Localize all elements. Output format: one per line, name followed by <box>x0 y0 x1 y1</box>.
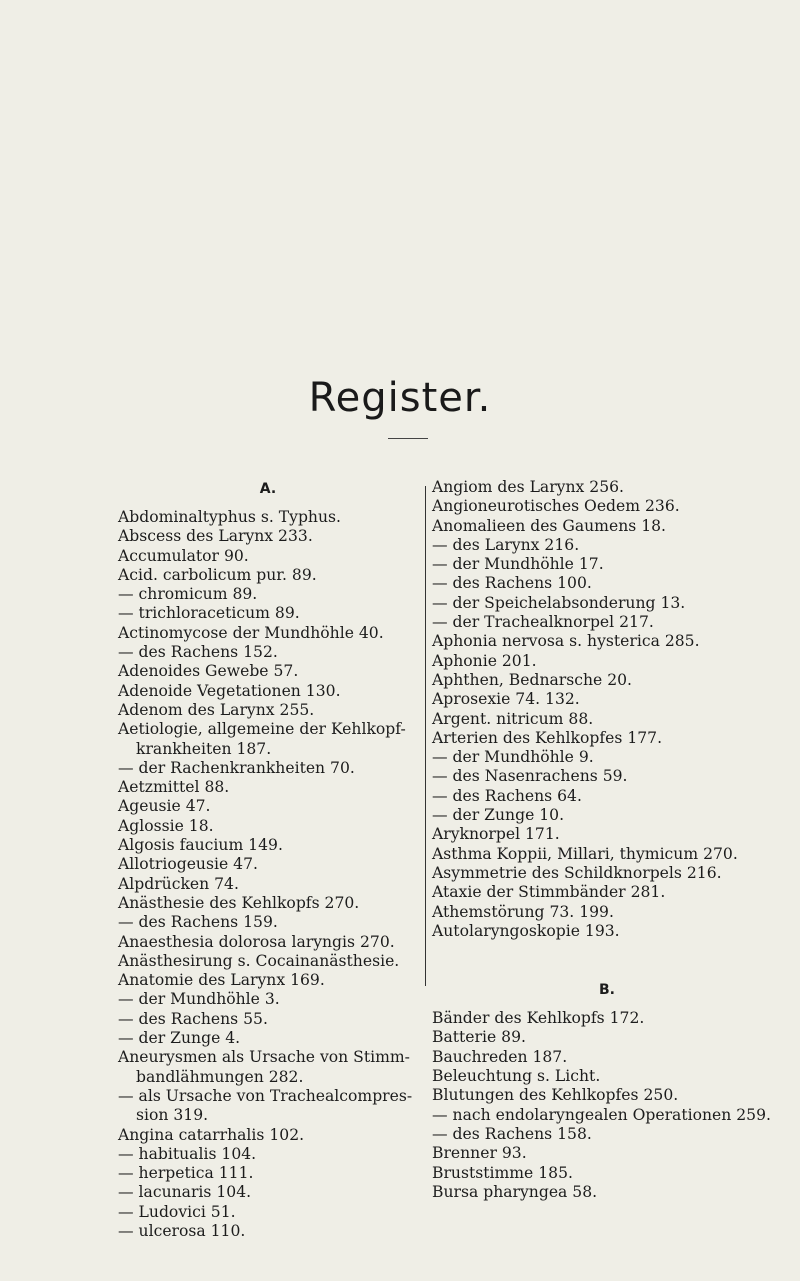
index-entry: — der Mundhöhle 17. <box>432 555 604 574</box>
index-entry: — der Mundhöhle 9. <box>432 748 594 767</box>
index-entry: Anomalieen des Gaumens 18. <box>432 516 666 535</box>
index-entry: — der Mundhöhle 3. <box>118 990 280 1009</box>
section-letter-b: B. <box>599 982 615 999</box>
index-entry: Angioneurotisches Oedem 236. <box>432 497 680 516</box>
index-entry: Aryknorpel 171. <box>432 825 560 844</box>
index-entry: Anästhesie des Kehlkopfs 270. <box>118 893 360 912</box>
index-entry: Aetiologie, allgemeine der Kehlkopf-krankheiten 187. <box>118 720 406 758</box>
index-entry: — des Rachens 158. <box>432 1124 592 1143</box>
index-entry: Argent. nitricum 88. <box>432 709 594 728</box>
index-entry: — der Rachenkrankheiten 70. <box>118 758 355 777</box>
index-entry: Anatomie des Larynx 169. <box>118 971 325 990</box>
index-entry: Acid. carbolicum pur. 89. <box>118 565 317 584</box>
index-entry: Anaesthesia dolorosa laryngis 270. <box>118 932 395 951</box>
index-entry: — nach endolaryngealen Operationen 259. <box>432 1105 771 1124</box>
index-entry: Aphonia nervosa s. hysterica 285. <box>432 632 700 651</box>
index-entry: Aphthen, Bednarsche 20. <box>432 670 633 689</box>
title-rule <box>388 438 428 439</box>
index-entry: Abscess des Larynx 233. <box>118 527 313 546</box>
index-entry: Aphonie 201. <box>432 651 537 670</box>
index-entry: Bänder des Kehlkopfs 172. <box>432 1009 645 1028</box>
index-entry: — als Ursache von Trachealcompres-sion 319. <box>118 1086 413 1125</box>
index-entry: Blutungen des Kehlkopfes 250. <box>432 1086 679 1105</box>
index-entry: Angiom des Larynx 256. <box>432 478 625 496</box>
index-entry: — trichloraceticum 89. <box>118 604 300 623</box>
index-entry: — des Rachens 152. <box>118 643 278 662</box>
index-entry: Adenoide Vegetationen 130. <box>118 681 341 700</box>
index-entry: Autolaryngoskopie 193. <box>432 921 620 940</box>
index-entry: — habitualis 104. <box>118 1144 257 1163</box>
index-entry: — des Rachens 55. <box>118 1009 268 1028</box>
section-gap <box>432 941 782 965</box>
index-entry: Adenoides Gewebe 57. <box>118 662 299 681</box>
index-entry: Asymmetrie des Schildknorpels 216. <box>432 863 722 882</box>
index-entry: Anästhesirung s. Cocainanästhesie. <box>118 951 400 970</box>
index-entry: Allotriogeusie 47. <box>118 855 258 874</box>
index-entry: Bauchreden 187. <box>432 1047 568 1066</box>
index-entry: — des Rachens 100. <box>432 574 592 593</box>
index-entry: — der Trachealknorpel 217. <box>432 613 654 632</box>
right-column <box>432 478 782 1202</box>
index-entry: Batterie 89. <box>432 1028 526 1047</box>
index-entry: — Ludovici 51. <box>118 1202 236 1221</box>
index-entry: — des Nasenrachens 59. <box>432 767 628 786</box>
index-entry: Accumulator 90. <box>118 546 249 565</box>
index-entry: — der Zunge 4. <box>118 1029 241 1048</box>
left-column <box>118 478 418 1241</box>
index-entry: Alpdrücken 74. <box>118 874 239 893</box>
index-entry: — des Rachens 159. <box>118 913 278 932</box>
index-entry: — herpetica 111. <box>118 1164 254 1183</box>
index-entry: Asthma Koppii, Millari, thymicum 270. <box>432 844 738 863</box>
index-entry: Athemstörung 73. 199. <box>432 902 614 921</box>
index-entry: — des Rachens 64. <box>432 786 582 805</box>
index-entry: Brenner 93. <box>432 1144 527 1163</box>
index-entry: Bursa pharyngea 58. <box>432 1182 598 1201</box>
index-entry: Aglossie 18. <box>118 816 214 835</box>
index-entry: — chromicum 89. <box>118 585 258 604</box>
page-title: Register. <box>308 375 492 421</box>
index-entry: Aneurysmen als Ursache von Stimm-bandlähmungen 282. <box>118 1048 410 1086</box>
index-entry: Aprosexie 74. 132. <box>432 690 580 709</box>
left-entry-list <box>118 508 418 1241</box>
index-entry: — der Zunge 10. <box>432 806 565 825</box>
index-entry: Bruststimme 185. <box>432 1163 573 1182</box>
index-entry: Adenom des Larynx 255. <box>118 700 315 719</box>
right-entry-list-b <box>432 1009 782 1202</box>
column-divider <box>425 486 426 986</box>
index-entry: — der Speichelabsonderung 13. <box>432 593 686 612</box>
index-entry: Algosis faucium 149. <box>118 836 283 855</box>
section-letter-a: A. <box>259 481 277 497</box>
index-entry: — des Larynx 216. <box>432 535 580 554</box>
index-entry: Arterien des Kehlkopfes 177. <box>432 728 663 747</box>
index-entry: — lacunaris 104. <box>118 1183 252 1202</box>
index-entry: Aetzmittel 88. <box>118 778 230 797</box>
index-entry: Actinomycose der Mundhöhle 40. <box>118 623 384 642</box>
index-entry: — ulcerosa 110. <box>118 1221 246 1240</box>
index-entry: Angina catarrhalis 102. <box>118 1125 305 1144</box>
index-entry: Abdominaltyphus s. Typhus. <box>118 508 341 526</box>
index-entry: Ageusie 47. <box>118 797 211 816</box>
right-entry-list-a <box>432 478 782 941</box>
index-entry: Ataxie der Stimmbänder 281. <box>432 883 666 902</box>
index-entry: Beleuchtung s. Licht. <box>432 1067 601 1086</box>
